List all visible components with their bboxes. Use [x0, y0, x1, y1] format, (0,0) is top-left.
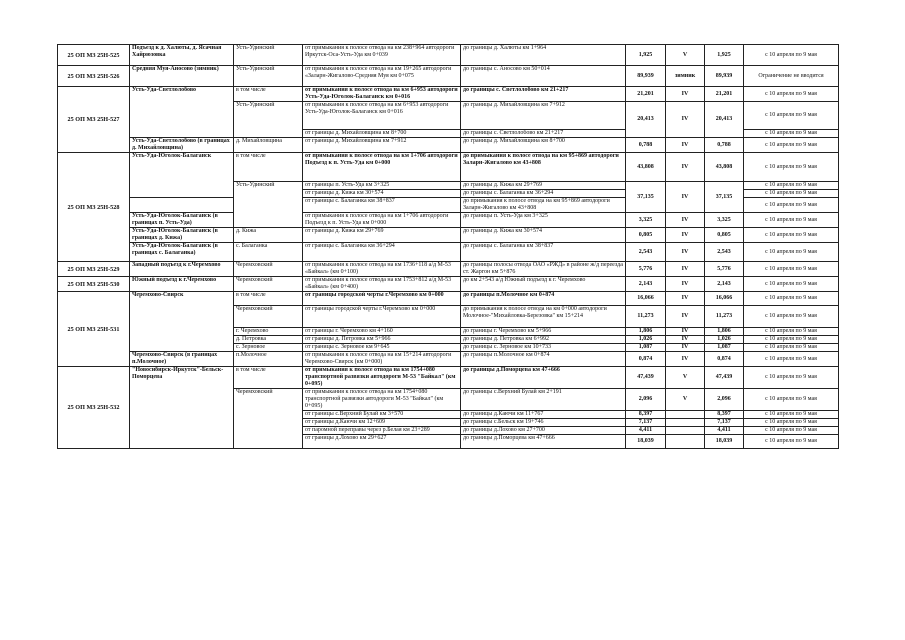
district-cell: Усть-Удинский [234, 102, 303, 138]
road-name-cell: Усть-Уда-Юголок-Балаганск [130, 153, 234, 198]
segment-start-cell: от примыкания к полосе отвода на км 1753+812 а/д М-53 «Байкал» (км 0+400) [303, 277, 461, 292]
table-body [58, 45, 839, 449]
category-cell [666, 411, 705, 419]
table-row [58, 213, 839, 228]
category-cell: IV [666, 328, 705, 336]
restriction-period-cell: с 10 апреля по 9 мая [744, 130, 839, 138]
length-cell: 20,413 [626, 102, 666, 138]
restriction-period-cell: с 10 апреля по 9 мая [744, 87, 839, 102]
restricted-length-cell: 2,543 [705, 243, 744, 262]
segment-start-cell: от границы городской черты г.Черемхово км 0+000 [303, 292, 461, 306]
restricted-length-cell: 1,087 [705, 344, 744, 352]
road-name-cell: Усть-Уда-Юголок-Балаганск (в границах с. Балаганка) [130, 243, 234, 262]
length-cell: 37,135 [626, 182, 666, 213]
length-cell: 1,925 [626, 45, 666, 66]
road-code-cell: 25 ОП МЗ 25Н-531 [58, 292, 130, 367]
segment-start-cell: от границы д. Кижа км 29+769 [303, 228, 461, 243]
table-row [58, 138, 839, 153]
district-cell: в том числе [234, 87, 303, 102]
segment-end-cell: до границы п.Молочное км 0+874 [461, 352, 626, 367]
category-cell [666, 419, 705, 427]
segment-end-cell: до границы с. Светлолобово км 21+217 [461, 87, 626, 102]
segment-end-cell: до границы с. Зерновое км 10+733 [461, 344, 626, 352]
road-code-cell: 25 ОП МЗ 25Н-526 [58, 66, 130, 87]
table-row [58, 66, 839, 87]
restricted-length-cell: 47,439 [705, 367, 744, 389]
category-cell: IV [666, 292, 705, 306]
restriction-period-cell: с 10 апреля по 9 мая [744, 435, 839, 449]
district-cell: д. Михайловщина [234, 138, 303, 153]
category-cell: зимник [666, 66, 705, 87]
category-cell: IV [666, 243, 705, 262]
restriction-period-cell: с 10 апреля по 9 мая [744, 213, 839, 228]
segment-end-cell: до км 2+543 а/д Южный подъезд к г. Черемхово [461, 277, 626, 292]
restriction-period-cell: с 10 апреля по 9 мая [744, 367, 839, 389]
category-cell: V [666, 45, 705, 66]
length-cell: 16,066 [626, 292, 666, 306]
road-name-cell: Южный подъезд к г.Черемхово [130, 277, 234, 292]
restricted-length-cell: 89,939 [705, 66, 744, 87]
restricted-length-cell: 8,397 [705, 411, 744, 419]
restricted-length-cell: 21,201 [705, 87, 744, 102]
segment-end-cell: до границы д.Каючи км 11+767 [461, 411, 626, 419]
category-cell: IV [666, 352, 705, 367]
category-cell: IV [666, 277, 705, 292]
segment-end-cell: до границы д. Кижа км 30+574 [461, 228, 626, 243]
segment-start-cell: от границы д. Кижа км 30+574 [303, 190, 461, 198]
segment-start-cell: от границы п. Усть-Уда км 3+325 [303, 182, 461, 190]
restricted-length-cell: 0,788 [705, 138, 744, 153]
category-cell: IV [666, 138, 705, 153]
district-cell: в том числе [234, 292, 303, 306]
segment-end-cell: до границы полосы отвода ОАО «РЖД» в районе ж/д переезда ст. Жаргон км 5+876 [461, 262, 626, 277]
table-row [58, 292, 839, 306]
district-cell: Черемховский [234, 389, 303, 449]
table-row [58, 153, 839, 182]
restriction-period-cell: с 10 апреля по 9 мая [744, 419, 839, 427]
length-cell: 0,788 [626, 138, 666, 153]
restricted-length-cell: 4,411 [705, 427, 744, 435]
district-cell: в том числе [234, 153, 303, 182]
length-cell: 21,201 [626, 87, 666, 102]
category-cell: IV [666, 262, 705, 277]
length-cell: 18,039 [626, 435, 666, 449]
segment-start-cell: от границы с. Балаганка км 38+837 [303, 198, 461, 213]
category-cell [666, 427, 705, 435]
table-row [58, 45, 839, 66]
segment-start-cell: от границы д. Михайловщина км 8+700 [303, 130, 461, 138]
segment-end-cell: до границы с. Светлолобово км 21+217 [461, 130, 626, 138]
district-cell: Черемховский [234, 277, 303, 292]
length-cell: 8,397 [626, 411, 666, 419]
segment-start-cell: от границы с. Зерновое км 9+645 [303, 344, 461, 352]
table-row [58, 367, 839, 389]
segment-end-cell: до границы д.Лохово км 27+700 [461, 427, 626, 435]
restriction-period-cell: с 10 апреля по 9 мая [744, 352, 839, 367]
restriction-period-cell: с 10 апреля по 9 мая [744, 389, 839, 411]
category-cell: IV [666, 213, 705, 228]
restriction-period-cell: с 10 апреля по 9 мая [744, 292, 839, 306]
length-cell: 89,939 [626, 66, 666, 87]
restriction-period-cell: с 10 апреля по 9 мая [744, 344, 839, 352]
road-restrictions-table [57, 44, 839, 449]
segment-start-cell: от примыкания к полосе отвода на км 1754+080 транспортной развязки автодороги М-53 "Байкал" (км 0+095) [303, 389, 461, 411]
length-cell: 47,439 [626, 367, 666, 389]
table-row [58, 352, 839, 367]
restriction-period-cell: с 10 апреля по 9 мая [744, 138, 839, 153]
length-cell: 11,273 [626, 306, 666, 328]
road-code-cell: 25 ОП МЗ 25Н-529 [58, 262, 130, 277]
segment-start-cell: от границы д.Каючи км 12+609 [303, 419, 461, 427]
restricted-length-cell: 0,805 [705, 228, 744, 243]
segment-start-cell: от примыкания к полосе отвода на км 238+964 автодороги Иркутск-Оса-Усть-Уда км 0+039 [303, 45, 461, 66]
restriction-period-cell: с 10 апреля по 9 мая [744, 190, 839, 198]
table-row [58, 87, 839, 102]
segment-end-cell: до границы г. Черемхово км 5+966 [461, 328, 626, 336]
road-code-cell: 25 ОП МЗ 25Н-525 [58, 45, 130, 66]
length-cell: 1,806 [626, 328, 666, 336]
segment-end-cell: до границы с.Бельск км 19+746 [461, 419, 626, 427]
segment-start-cell: от границы с.Верхний Булай км 3+570 [303, 411, 461, 419]
segment-start-cell: от примыкания к полосе отвода на км 6+953 автодороги Усть-Уда-Юголок-Балаганск км 0+016 [303, 102, 461, 130]
category-cell: IV [666, 336, 705, 344]
segment-end-cell: до границы д. Кижа км 29+769 [461, 182, 626, 190]
road-name-cell [130, 198, 234, 213]
category-cell: IV [666, 102, 705, 138]
road-code-cell: 25 ОП МЗ 25Н-527 [58, 87, 130, 153]
district-cell: с. Зерновое [234, 344, 303, 352]
category-cell: IV [666, 87, 705, 102]
segment-end-cell: до границы п. Усть-Уда км 3+325 [461, 213, 626, 228]
segment-end-cell: до границы с. Балаганка км 38+837 [461, 243, 626, 262]
restriction-period-cell: с 10 апреля по 9 мая [744, 411, 839, 419]
category-cell: V [666, 367, 705, 389]
table-row [58, 243, 839, 262]
road-name-cell: "Новосибирск-Иркутск"-Бельск-Помоpцева [130, 367, 234, 449]
restriction-period-cell: с 10 апреля по 9 мая [744, 262, 839, 277]
length-cell: 4,411 [626, 427, 666, 435]
restricted-length-cell: 2,143 [705, 277, 744, 292]
restriction-period-cell: Ограничение не вводится [744, 66, 839, 87]
segment-end-cell: до границы п.Молочное км 0+874 [461, 292, 626, 306]
category-cell [666, 435, 705, 449]
restricted-length-cell: 37,135 [705, 182, 744, 213]
category-cell: IV [666, 228, 705, 243]
segment-start-cell: от примыкания к полосе отвода на км 1754+080 транспортной развязки автодороги М-53 "Байкал" (км 0+095) [303, 367, 461, 389]
restriction-period-cell: с 10 апреля по 9 мая [744, 153, 839, 182]
restriction-period-cell: с 10 апреля по 9 мая [744, 182, 839, 190]
road-name-cell: Усть-Уда-Юголок-Балаганск (в границах п. Усть-Уда) [130, 213, 234, 228]
segment-end-cell: до границы д. Халюты км 1+964 [461, 45, 626, 66]
segment-start-cell: от границы д.Лохово км 29+627 [303, 435, 461, 449]
district-cell: д. Петровка [234, 336, 303, 344]
length-cell: 1,087 [626, 344, 666, 352]
length-cell: 2,096 [626, 389, 666, 411]
restricted-length-cell: 0,874 [705, 352, 744, 367]
segment-end-cell: до границы д.Помоpцева км 47+666 [461, 435, 626, 449]
restricted-length-cell: 1,925 [705, 45, 744, 66]
road-name-cell: Подъезд к д. Халюты, д. Ясачная Хайрюзовка [130, 45, 234, 66]
district-cell: д. Кижа [234, 228, 303, 243]
restricted-length-cell: 3,325 [705, 213, 744, 228]
restriction-period-cell: с 10 апреля по 9 мая [744, 277, 839, 292]
segment-start-cell: от границы г. Черемхово км 4+160 [303, 328, 461, 336]
road-name-cell: Усть-Уда-Юголок-Балаганск (в границах д. Кижа) [130, 228, 234, 243]
length-cell: 7,137 [626, 419, 666, 427]
segment-end-cell: до примыкания к полосе отвода на км 0+000 автодороги Молочное-"Михайловка-Березовка" км 15+214 [461, 306, 626, 328]
segment-start-cell: от примыкания к полосе отвода на км 15+214 автодороги Черемхово-Свирск (км 0+000) [303, 352, 461, 367]
segment-start-cell: от примыкания к полосе отвода на км 1736+118 а/д М-53 «Байкал» (км 0+100) [303, 262, 461, 277]
category-cell: IV [666, 153, 705, 182]
road-code-cell: 25 ОП МЗ 25Н-530 [58, 277, 130, 292]
restriction-period-cell: с 10 апреля по 9 мая [744, 243, 839, 262]
segment-end-cell: до границы д. Михайловщина км 7+912 [461, 102, 626, 130]
road-name-cell: Черемхово-Свирск (в границах п.Молочное) [130, 352, 234, 367]
restriction-period-cell: с 10 апреля по 9 мая [744, 336, 839, 344]
road-code-cell: 25 ОП МЗ 25Н-528 [58, 153, 130, 262]
length-cell: 43,808 [626, 153, 666, 182]
segment-start-cell: от границы городской черты г.Черемхово км 0+000 [303, 306, 461, 328]
restriction-period-cell: с 10 апреля по 9 мая [744, 427, 839, 435]
length-cell: 3,325 [626, 213, 666, 228]
length-cell: 5,776 [626, 262, 666, 277]
segment-start-cell: от примыкания к полосе отвода на км 19+265 автодороги «Заларн-Жигалово-Средняя Муя км 0+075 [303, 66, 461, 87]
road-code-cell: 25 ОП МЗ 25Н-532 [58, 367, 130, 449]
segment-end-cell: до примыкания к полосе отвода на км 95+869 автодороги Заларн-Жигалово км 43+808 [461, 153, 626, 182]
district-cell: в том числе [234, 367, 303, 389]
length-cell: 2,143 [626, 277, 666, 292]
segment-end-cell: до границы с. Балаганка км 36+294 [461, 190, 626, 198]
table-row [58, 277, 839, 292]
road-restrictions-table-page [57, 44, 838, 449]
length-cell: 1,026 [626, 336, 666, 344]
restricted-length-cell: 16,066 [705, 292, 744, 306]
segment-end-cell: до примыкания к полосе отвода на км 95+869 автодороги Заларн-Жигалово км 43+808 [461, 198, 626, 213]
segment-start-cell: от примыкания к полосе отвода на км 1+706 автодороги Подъезд к п. Усть-Уда км 0+000 [303, 213, 461, 228]
category-cell: V [666, 389, 705, 411]
segment-start-cell: от границы с. Балаганка км 36+294 [303, 243, 461, 262]
road-name-cell: Усть-Уда-Светлолобово (в границах д. Михайловщина) [130, 138, 234, 153]
restricted-length-cell: 1,806 [705, 328, 744, 336]
category-cell: IV [666, 306, 705, 328]
category-cell: IV [666, 182, 705, 213]
restriction-period-cell: с 10 апреля по 9 мая [744, 102, 839, 130]
segment-start-cell: от примыкания к полосе отвода на км 6+953 автодороги Усть-Уда-Юголок-Балаганск км 0+016 [303, 87, 461, 102]
restricted-length-cell: 11,273 [705, 306, 744, 328]
category-cell: IV [666, 344, 705, 352]
restriction-period-cell: с 10 апреля по 9 мая [744, 228, 839, 243]
road-name-cell: Западный подъезд к г.Черемхово [130, 262, 234, 277]
restricted-length-cell: 18,039 [705, 435, 744, 449]
restriction-period-cell: с 10 апреля по 9 мая [744, 328, 839, 336]
district-cell: Черемховский [234, 262, 303, 277]
restriction-period-cell: с 10 апреля по 9 мая [744, 45, 839, 66]
district-cell: п.Молочное [234, 352, 303, 367]
length-cell: 2,543 [626, 243, 666, 262]
length-cell: 0,874 [626, 352, 666, 367]
segment-start-cell: от границы д. Михайловщина км 7+912 [303, 138, 461, 153]
table-row [58, 262, 839, 277]
road-name-cell: Усть-Уда-Светлолобово [130, 87, 234, 138]
segment-end-cell: до границы д. Михайловщина км 8+700 [461, 138, 626, 153]
restricted-length-cell: 43,808 [705, 153, 744, 182]
restricted-length-cell: 5,776 [705, 262, 744, 277]
road-name-cell: Средняя Муя-Аносово (зимник) [130, 66, 234, 87]
district-cell: Усть-Удинский [234, 66, 303, 87]
table-row [58, 228, 839, 243]
district-cell: г. Черемхово [234, 328, 303, 336]
road-name-cell: Черемхово-Свирск [130, 292, 234, 352]
segment-start-cell: от паромной переправы через р.Белая км 23+289 [303, 427, 461, 435]
restricted-length-cell: 1,026 [705, 336, 744, 344]
district-cell: Черемховский [234, 306, 303, 328]
segment-end-cell: до границы с.Верхний Булай км 2+191 [461, 389, 626, 411]
district-cell: Усть-Удинский [234, 45, 303, 66]
restricted-length-cell: 20,413 [705, 102, 744, 138]
restricted-length-cell: 2,096 [705, 389, 744, 411]
segment-end-cell: до границы д. Петровка км 6+992 [461, 336, 626, 344]
segment-end-cell: до границы с. Аносово км 50+014 [461, 66, 626, 87]
restriction-period-cell: с 10 апреля по 9 мая [744, 306, 839, 328]
restricted-length-cell: 7,137 [705, 419, 744, 427]
length-cell: 0,805 [626, 228, 666, 243]
segment-start-cell: от примыкания к полосе отвода на км 1+706 автодороги Подъезд к п. Усть-Уда км 0+000 [303, 153, 461, 182]
district-cell: Усть-Удинский [234, 182, 303, 228]
segment-end-cell: до границы д.Помоpцева км 47+666 [461, 367, 626, 389]
restriction-period-cell: с 10 апреля по 9 мая [744, 198, 839, 213]
segment-start-cell: от границы д. Петровка км 5+966 [303, 336, 461, 344]
district-cell: с. Балаганка [234, 243, 303, 262]
